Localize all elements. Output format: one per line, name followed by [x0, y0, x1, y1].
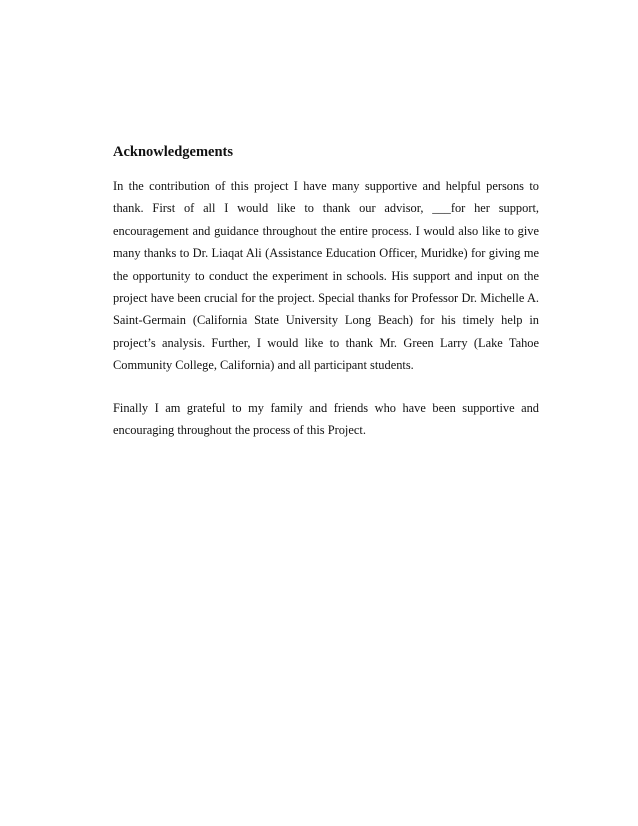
acknowledgement-paragraph-2: Finally I am grateful to my family and friends who have been supportive and encouraging throughout the process of this Project. [113, 400, 539, 438]
acknowledgement-paragraph-1: In the contribution of this project I have many supportive and helpful persons to thank. First of all I would like to thank our advisor, ___for her support, encouragement and guidance throughout the entire process. I would also like to give many thanks to Dr. Liaqat Ali (Assistance Education Officer, Muridke) for giving me the opportunity to conduct the experiment in schools. His support and input on the project have been crucial for the project. Special thanks for Professor Dr. Michelle A. Saint-Germain (California State University Long Beach) for his timely help in project’s analysis. Further, I would like to thank Mr. Green Larry (Lake Tahoe Community College, California) and all participant students. [113, 179, 539, 373]
section-heading: Acknowledgements [113, 144, 234, 160]
acknowledgements-section [113, 143, 539, 441]
